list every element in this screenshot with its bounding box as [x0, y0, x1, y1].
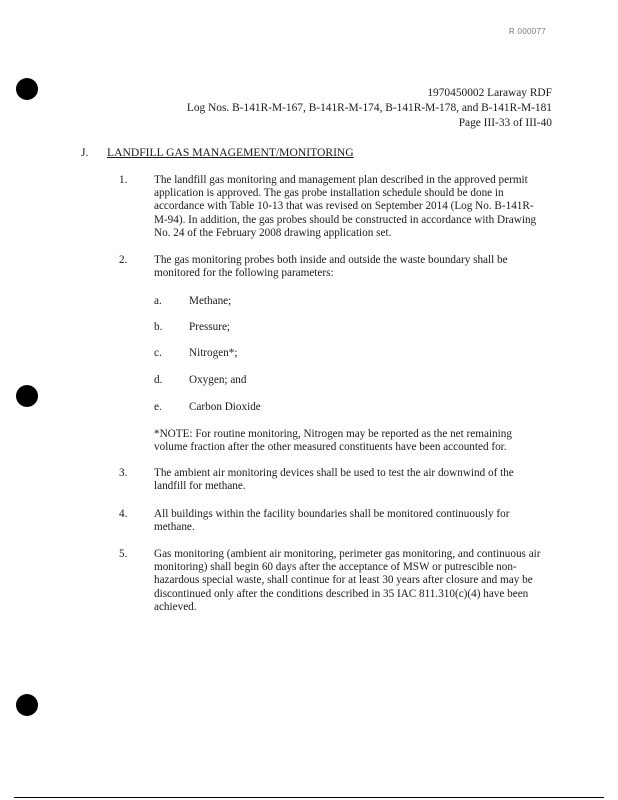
punch-hole-top [16, 78, 38, 100]
item-number: 5. [119, 548, 128, 560]
item-text: The ambient air monitoring devices shall be used to test the air downwind of the landfill for methane. [154, 467, 514, 493]
parameter-text: Methane; [189, 295, 232, 307]
item-number: 2. [119, 254, 128, 266]
item-number: 3. [119, 467, 128, 479]
item-number: 1. [119, 174, 128, 186]
header-page-number: Page III-33 of III-40 [458, 117, 552, 129]
item-text: Gas monitoring (ambient air monitoring, perimeter gas monitoring, and continuous air monitoring) shall begin 60 days after the acceptance of MSW or putrescible non-hazardous special waste, shall continue for at least 30 years after closure and may be discontinued only after the conditions described in 35 IAC 811.310(c)(4) have been achieved. [154, 548, 541, 613]
punch-hole-middle [16, 385, 38, 407]
parameter-text: Pressure; [189, 321, 231, 333]
section-letter: J. [81, 146, 89, 159]
bates-stamp: R 000077 [508, 27, 546, 36]
punch-hole-bottom [16, 694, 38, 716]
parameter-text: Carbon Dioxide [189, 401, 261, 413]
item-number: 4. [119, 508, 128, 520]
parameter-letter: e. [154, 401, 162, 413]
page-bottom-rule [14, 797, 604, 798]
nitrogen-note: *NOTE: For routine monitoring, Nitrogen may be reported as the net remaining volume fraction after the other measured constituents have been accounted for. [154, 428, 512, 454]
item-text: The landfill gas monitoring and management plan described in the approved permit application is approved. The gas probe installation schedule should be done in accordance with Table 10-13 that was revised on September 2014 (Log No. B-141R-M-94). In addition, the gas probes should be constructed in accordance with Drawing No. 24 of the February 2008 drawing application set. [154, 174, 537, 239]
item-text: All buildings within the facility boundaries shall be monitored continuously for methane. [154, 508, 510, 534]
parameter-letter: d. [154, 374, 163, 386]
parameter-letter: b. [154, 321, 163, 333]
header-permit-line: 1970450002 Laraway RDF [427, 87, 552, 99]
parameter-text: Nitrogen*; [189, 347, 238, 359]
item-text: The gas monitoring probes both inside and outside the waste boundary shall be monitored for the following parameters: [154, 254, 508, 280]
parameter-letter: c. [154, 347, 162, 359]
parameter-letter: a. [154, 295, 162, 307]
header-log-numbers: Log Nos. B-141R-M-167, B-141R-M-174, B-141R-M-178, and B-141R-M-181 [186, 102, 552, 114]
parameter-text: Oxygen; and [189, 374, 247, 386]
section-title: LANDFILL GAS MANAGEMENT/MONITORING [107, 146, 354, 159]
